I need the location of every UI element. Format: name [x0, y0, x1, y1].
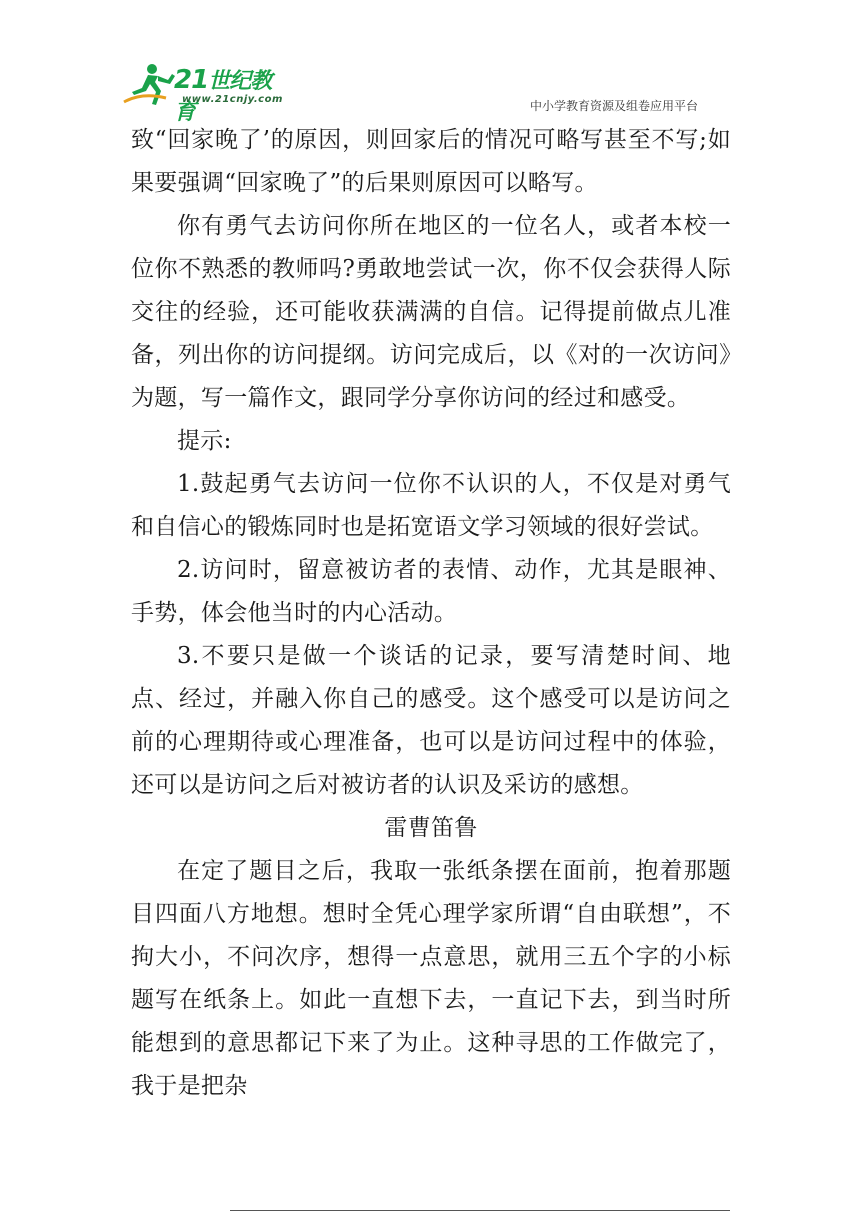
paragraph-tip-1: 1.鼓起勇气去访问一位你不认识的人，不仅是对勇气和自信心的锻炼同时也是拓宽语文学习领域的很好尝试。: [131, 471, 731, 540]
logo-number: 21: [174, 65, 209, 95]
paragraph-assignment: 你有勇气去访问你所在地区的一位名人，或者本校一位你不熟悉的教师吗?勇敢地尝试一次，你不仅会获得人际交往的经验，还可能收获满满的自信。记得提前做点儿准备，列出你的访问提纲。访问完成后，以《对的一次访问》为题，写一篇作文，跟同学分享你访问的经过和感受。: [131, 213, 731, 411]
footer-divider: [230, 1210, 730, 1211]
document-body: [131, 119, 731, 1108]
logo: [122, 62, 292, 125]
paragraph-tips-heading: 提示:: [177, 428, 232, 454]
running-figure-icon: [122, 62, 182, 108]
paragraph-continuation: 致“回家晚了’的原因，则回家后的情况可略写甚至不写;如果要强调“回家晚了”的后果则原因可以略写。: [131, 127, 731, 196]
paragraph-essay: 在定了题目之后，我取一张纸条摆在面前，抱着那题目四面八方地想。想时全凭心理学家所谓“自由联想”，不拘大小，不问次序，想得一点意思，就用三五个字的小标题写在纸条上。如此一直想下去，一直记下去，到当时所能想到的意思都记下来了为止。这种寻思的工作做完了，我于是把杂: [131, 858, 731, 1099]
page-header: [0, 0, 860, 125]
header-tagline: 中小学教育资源及组卷应用平台: [529, 99, 698, 113]
logo-url: www.21cnjy.com: [182, 94, 283, 105]
paragraph-tip-2: 2.访问时，留意被访者的表情、动作，尤其是眼神、手势，体会他当时的内心活动。: [131, 557, 731, 626]
paragraph-tip-3: 3.不要只是做一个谈话的记录，要写清楚时间、地点、经过，并融入你自己的感受。这个感受可以是访问之前的心理期待或心理准备，也可以是访问过程中的体验，还可以是访问之后对被访者的认识及采访的感想。: [131, 643, 731, 798]
logo-name: 世纪教育: [174, 69, 272, 125]
section-title: 雷曹笛鲁: [384, 815, 478, 841]
